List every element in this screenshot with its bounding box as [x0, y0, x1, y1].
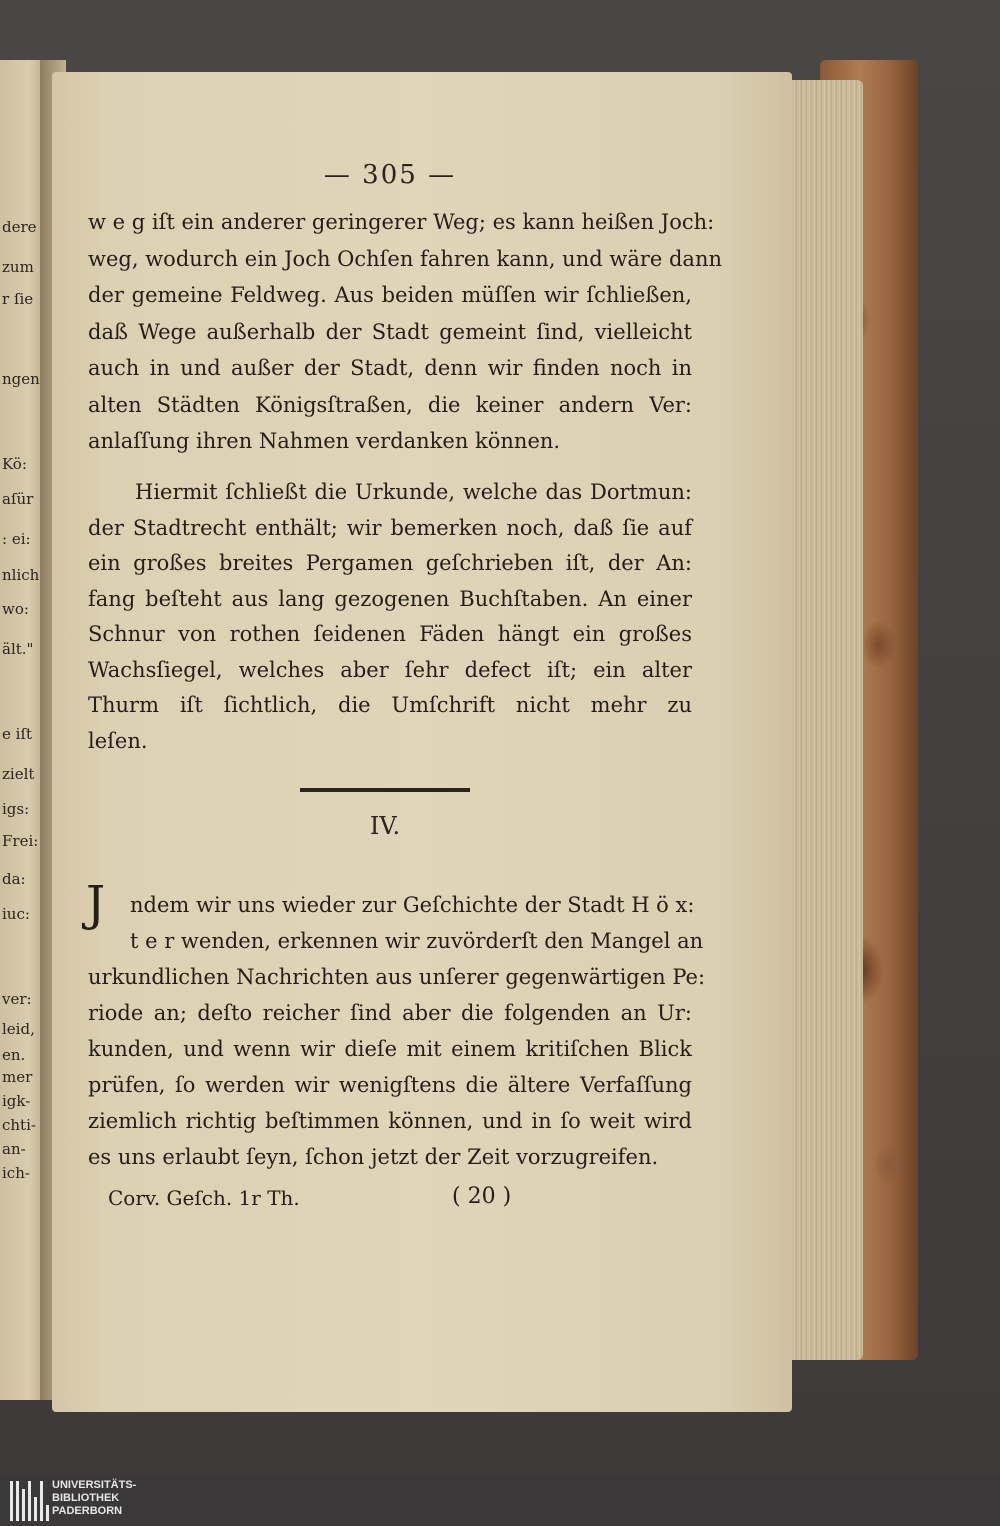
drop-cap: J — [86, 876, 106, 932]
text-line: alten Städten Königsſtraßen, die keiner andern Ver: — [88, 392, 692, 417]
margin-fragment: an- — [2, 1140, 26, 1158]
text-line: t e r wenden, erkennen wir zuvörderſt den Mangel an — [130, 929, 704, 953]
margin-fragment: e iſt — [2, 725, 33, 743]
text-line: fang beſteht aus lang gezogenen Buchſtaben. An einer — [88, 586, 692, 611]
text-line: Wachsſiegel, welches aber ſehr defect iſt; ein alter — [88, 657, 692, 682]
institution-line: UNIVERSITÄTS- — [52, 1479, 137, 1491]
text-line: w e g iſt ein anderer geringerer Weg; es kann heißen Joch: — [88, 210, 715, 234]
margin-fragment: chti- — [2, 1116, 36, 1134]
text-line: leſen. — [88, 728, 148, 753]
page-number: — 305 — — [323, 160, 457, 190]
text-line: Thurm iſt ſichtlich, die Umſchrift nicht mehr zu — [88, 693, 692, 717]
library-logo — [10, 1481, 49, 1521]
margin-fragment: r ſie — [2, 290, 34, 308]
institution-bar — [0, 1476, 1000, 1526]
signature-mark: Corv. Geſch. 1r Th. — [108, 1186, 300, 1210]
institution-line: PADERBORN — [52, 1505, 123, 1517]
margin-fragment: aſür — [2, 490, 34, 508]
text-line: ndem wir uns wieder zur Geſchichte der Stadt H ö x: — [130, 893, 695, 917]
margin-fragment: dere — [2, 218, 37, 236]
text-line: weg, wodurch ein Joch Ochſen fahren kann, und wäre dann — [88, 246, 722, 271]
margin-fragment: ngen — [2, 370, 40, 388]
sheet-number: ( 20 ) — [452, 1184, 512, 1209]
text-line: Schnur von rothen ſeidenen Fäden hängt ein großes — [88, 622, 692, 646]
margin-fragment: zielt — [2, 765, 35, 783]
text-line: daß Wege außerhalb der Stadt gemeint ſind, vielleicht — [88, 319, 692, 344]
margin-fragment: nlich — [2, 566, 40, 584]
text-line: riode an; deſto reicher ſind aber die folgenden an Ur: — [88, 1001, 692, 1025]
text-line: kunden, und wenn wir dieſe mit einem kritiſchen Blick — [88, 1037, 692, 1061]
section-heading: IV. — [369, 812, 401, 840]
text-line: ziemlich richtig beſtimmen können, und in ſo weit wird — [88, 1109, 692, 1133]
institution-name — [52, 1479, 136, 1518]
margin-fragment: wo: — [2, 600, 29, 618]
text-line: Hiermit ſchließt die Urkunde, welche das Dortmun: — [135, 480, 692, 504]
margin-fragment: ält." — [2, 640, 34, 658]
margin-fragment: Kö: — [2, 455, 27, 473]
text-line: der Stadtrecht enthält; wir bemerken noch, daß ſie auf — [88, 515, 692, 540]
text-line: anlaſſung ihren Nahmen verdanken können. — [88, 429, 561, 453]
text-line: ein großes breites Pergamen geſchrieben iſt, der An: — [88, 551, 692, 575]
margin-fragment: zum — [2, 258, 34, 276]
margin-fragment: leid, — [2, 1020, 35, 1038]
margin-fragment: Frei: — [2, 832, 39, 850]
text-line: urkundlichen Nachrichten aus unſerer gegenwärtigen Pe: — [88, 965, 706, 989]
margin-fragment: : ei: — [2, 530, 31, 548]
margin-fragment: da: — [2, 870, 26, 888]
margin-fragment: en. — [2, 1046, 26, 1064]
margin-fragment: mer — [2, 1068, 33, 1086]
section-divider — [300, 788, 470, 792]
text-line: auch in und außer der Stadt, denn wir finden noch in — [88, 356, 692, 380]
margin-fragment: igs: — [2, 800, 30, 818]
margin-fragment: ver: — [2, 990, 32, 1008]
text-line: es uns erlaubt ſeyn, ſchon jetzt der Zeit vorzugreifen. — [88, 1145, 659, 1169]
margin-fragment: ich- — [2, 1164, 30, 1182]
text-line: prüfen, ſo werden wir wenigſtens die ältere Verfaſſung — [88, 1073, 692, 1097]
text-line: der gemeine Feldweg. Aus beiden müſſen wir ſchließen, — [88, 283, 692, 307]
institution-line: BIBLIOTHEK — [52, 1492, 120, 1504]
margin-fragment: iuc: — [2, 905, 30, 923]
margin-fragment: igk- — [2, 1092, 31, 1110]
